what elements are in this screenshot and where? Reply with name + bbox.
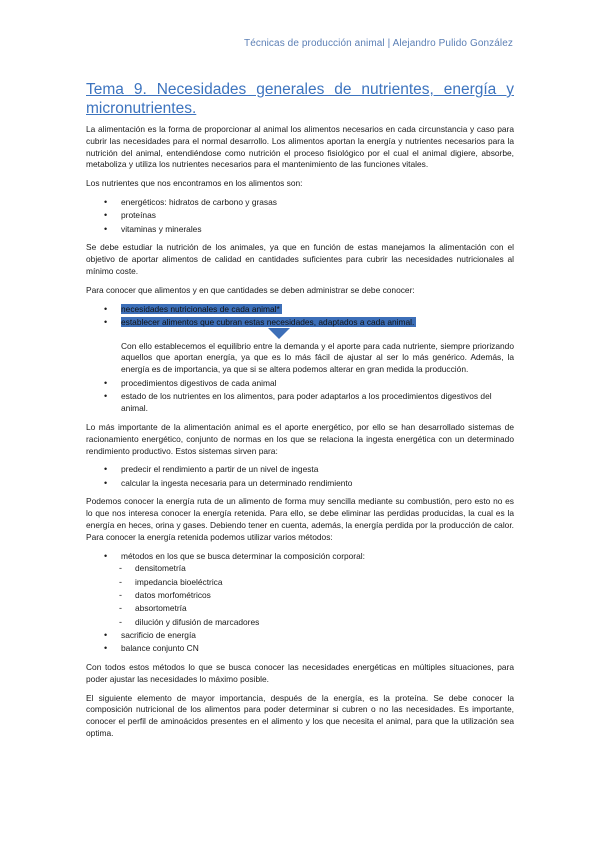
list-item-highlighted bbox=[86, 304, 514, 316]
highlight: establecer alimentos que cubran estas necesidades, adaptados a cada animal. bbox=[121, 316, 415, 327]
highlight: necesidades nutricionales de cada animal* bbox=[121, 303, 280, 314]
page-header: Técnicas de producción animal | Alejandro Pulido González bbox=[243, 38, 513, 49]
list-item: • procedimientos digestivos de cada animal bbox=[86, 378, 514, 390]
document-title: Tema 9. Necesidades generales de nutrientes, energía y micronutrientes. bbox=[86, 81, 514, 117]
paragraph-nutrients-lead: Los nutrientes que nos encontramos en los alimentos son: bbox=[86, 178, 303, 189]
document-body bbox=[86, 124, 514, 747]
paragraph-methods-summary: Con todos estos métodos lo que se busca conocer las necesidades energéticas en múltiples situaciones, para poder ajustar las necesidades lo máximo posible. bbox=[86, 661, 514, 684]
list-item bbox=[86, 551, 514, 563]
digestive-list bbox=[86, 378, 514, 415]
list-item: • estado de los nutrientes en los alimentos, para poder adaptarlos a los procedimientos digestivos del animal. bbox=[86, 391, 514, 415]
list-item: • proteínas bbox=[86, 210, 514, 222]
callout-text: Con ello establecemos el equilibrio entre la demanda y el aporte para cada nutriente, siempre priorizando aquellos que aportan energía, ya que es lo más fácil de ajustar al ser lo más genérico. Además, la energía es de importancia, ya que si se altera podemos alterar en gran medida la producción. bbox=[121, 340, 514, 375]
systems-list bbox=[86, 464, 514, 489]
list-item: • energéticos: hidratos de carbono y grasas bbox=[86, 197, 514, 209]
paragraph-energy: Lo más importante de la alimentación animal es el aporte energético, por ello se han desarrollado sistemas de racionamiento energético, conjunto de normas en los que se relaciona la ingesta energética con un determinado rendimiento productivo. Estos sistemas sirven para: bbox=[86, 421, 514, 456]
list-item-label: métodos en los que se busca determinar la composición corporal: bbox=[121, 550, 365, 561]
sublist-item: - absortometría bbox=[86, 603, 514, 615]
paragraph-intro: La alimentación es la forma de proporcionar al animal los alimentos necesarios en cada circunstancia y caso para cubrir las necesidades para el normal desarrollo. Los alimentos aportan la energía y nutrientes necesarios para la nutrición del animal, entendiéndose como nutrición el proceso fisiológico por el cual el animal digiere, absorbe, metaboliza y utiliza los nutrientes necesarios para el mantenimiento de las funciones vitales. bbox=[86, 124, 514, 170]
list-item: • vitaminas y minerales bbox=[86, 224, 514, 236]
list-item: • calcular la ingesta necesaria para un determinado rendimiento bbox=[86, 478, 514, 490]
methods-list-rest bbox=[86, 630, 514, 655]
paragraph-protein: El siguiente elemento de mayor importancia, después de la energía, es la proteína. Se debe conocer la composición nutricional de los alimentos para poder determinar si cubren o no las necesidades. Es importante, conocer el perfil de aminoácidos presentes en el alimento y los que necesita el animal, para que la utilización sea optima. bbox=[86, 692, 514, 738]
list-item-highlighted bbox=[86, 317, 514, 329]
highlighted-list bbox=[86, 304, 514, 329]
paragraph-know-lead: Para conocer que alimentos y en que cantidades se deben administrar se debe conocer: bbox=[86, 284, 415, 295]
sublist-item: - densitometría bbox=[86, 563, 514, 575]
down-arrow-icon bbox=[268, 328, 290, 339]
paragraph-energy-retained: Podemos conocer la energía ruta de un alimento de forma muy sencilla mediante su combustión, pero esto no es lo que nos interesa conocer la energía retenida. Para ello, se debe eliminar las perdidas producidas, la cual es la energía en heces, orina y gases. Debiendo tener en cuenta, además, la energía perdida por la producción de calor. Para conocer la energía retenida podemos utilizar varios métodos: bbox=[86, 496, 514, 542]
list-item: • balance conjunto CN bbox=[86, 643, 514, 655]
paragraph-study: Se debe estudiar la nutrición de los animales, ya que en función de estas manejamos la alimentación con el objetivo de aportar alimentos de calidad en cantidades suficientes para cubrir las necesidades nutricionales al mínimo coste. bbox=[86, 242, 514, 276]
list-item: • sacrificio de energía bbox=[86, 630, 514, 642]
methods-list bbox=[86, 551, 514, 563]
sublist-item: - impedancia bioeléctrica bbox=[86, 577, 514, 589]
nutrient-list bbox=[86, 197, 514, 235]
sublist-item: - datos morfométricos bbox=[86, 590, 514, 602]
list-item: • predecir el rendimiento a partir de un nivel de ingesta bbox=[86, 464, 514, 476]
methods-sublist bbox=[86, 563, 514, 628]
sublist-item: - dilución y difusión de marcadores bbox=[86, 617, 514, 629]
